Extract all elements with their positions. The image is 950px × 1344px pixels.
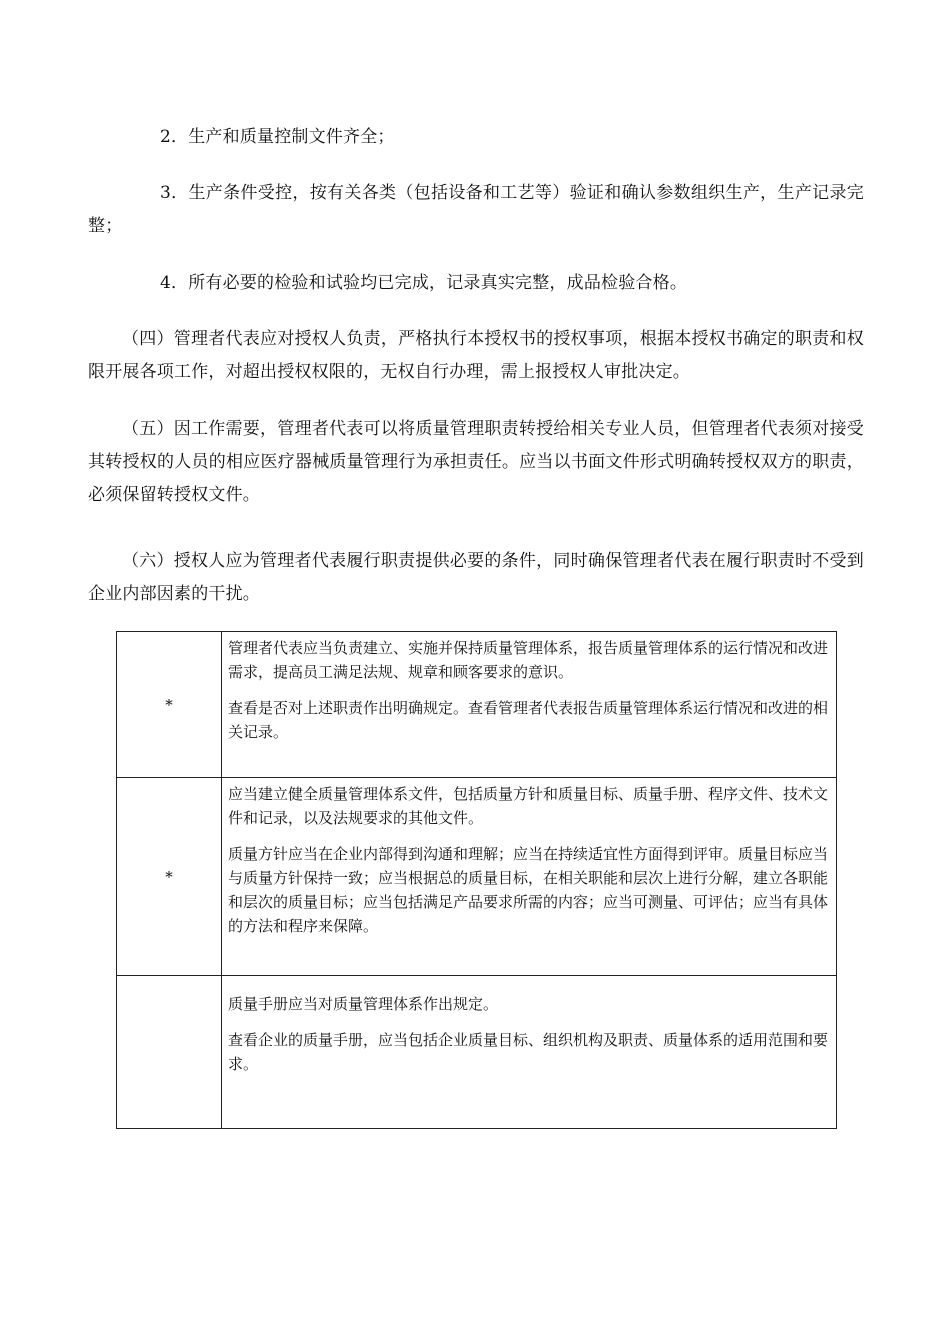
key-item-mark: *: [117, 778, 222, 976]
requirements-table: [116, 631, 837, 1129]
paragraph-5: （五）因工作需要，管理者代表可以将质量管理职责转授给相关专业人员，但管理者代表须对接受其转授权的人员的相应医疗器械质量管理行为承担责任。应当以书面文件形式明确转授权双方的职责，必须保留转授权文件。: [88, 419, 864, 505]
requirement-text: 应当建立健全质量管理体系文件，包括质量方针和质量目标、质量手册、程序文件、技术文件和记录，以及法规要求的其他文件。: [228, 785, 829, 827]
table-row: [117, 632, 837, 778]
list-item-3: 3．生产条件受控，按有关各类（包括设备和工艺等）验证和确认参数组织生产，生产记录完整；: [88, 183, 864, 236]
list-item-2: 2．生产和质量控制文件齐全；: [160, 127, 395, 147]
table-cell-content: [222, 778, 837, 976]
check-method-text: 查看是否对上述职责作出明确规定。查看管理者代表报告质量管理体系运行情况和改进的相关记录。: [228, 699, 829, 741]
check-method-text: 查看企业的质量手册，应当包括企业质量目标、组织机构及职责、质量体系的适用范围和要求。: [228, 1031, 829, 1073]
check-method-text: 质量方针应当在企业内部得到沟通和理解；应当在持续适宜性方面得到评审。质量目标应当与质量方针保持一致；应当根据总的质量目标，在相关职能和层次上进行分解，建立各职能和层次的质量目标；应当包括满足产品要求所需的内容；应当可测量、可评估；应当有具体的方法和程序来保障。: [228, 845, 829, 935]
table-row: [117, 976, 837, 1129]
requirement-text: 管理者代表应当负责建立、实施并保持质量管理体系，报告质量管理体系的运行情况和改进需求，提高员工满足法规、规章和顾客要求的意识。: [228, 639, 829, 681]
key-item-mark: *: [117, 632, 222, 778]
paragraph-4: （四）管理者代表应对授权人负责，严格执行本授权书的授权事项，根据本授权书确定的职责和权限开展各项工作，对超出授权权限的，无权自行办理，需上报授权人审批决定。: [88, 329, 864, 382]
list-item-4: 4．所有必要的检验和试验均已完成，记录真实完整，成品检验合格。: [160, 273, 688, 293]
table-row: [117, 778, 837, 976]
key-item-mark: [117, 976, 222, 1129]
table-cell-content: [222, 632, 837, 778]
requirement-text: 质量手册应当对质量管理体系作出规定。: [228, 995, 499, 1013]
paragraph-6: （六）授权人应为管理者代表履行职责提供必要的条件，同时确保管理者代表在履行职责时不受到企业内部因素的干扰。: [88, 551, 864, 604]
table-cell-content: [222, 976, 837, 1129]
